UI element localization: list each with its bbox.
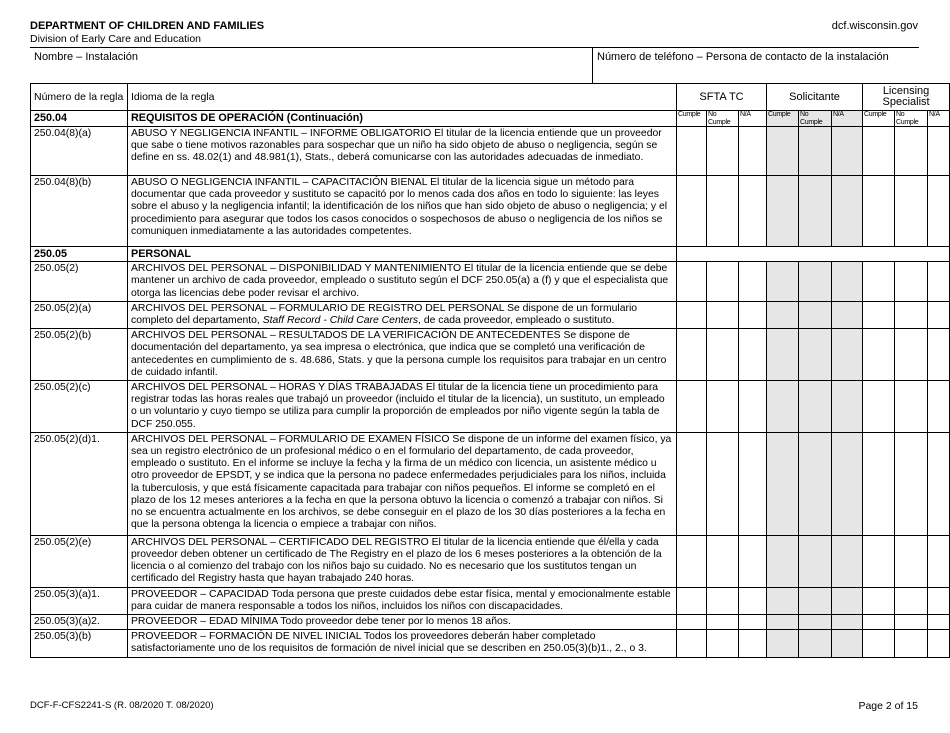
rule-row <box>31 535 950 587</box>
specialist-meets-checkbox[interactable] <box>863 535 895 587</box>
applicant-na-checkbox[interactable] <box>832 587 863 614</box>
sfta-na-checkbox[interactable] <box>739 630 767 658</box>
specialist-not-meets-checkbox[interactable] <box>895 630 928 658</box>
specialist-meets-checkbox[interactable] <box>863 176 895 247</box>
applicant-na-checkbox[interactable] <box>832 127 863 176</box>
applicant-na-checkbox[interactable] <box>832 329 863 381</box>
specialist-na-checkbox[interactable] <box>928 381 950 433</box>
applicant-header: Solicitante <box>767 84 863 111</box>
specialist-na-checkbox[interactable] <box>928 127 950 176</box>
rule-text: PROVEEDOR – FORMACIÓN DE NIVEL INICIAL Todos los proveedores deberán haber completado satisfactoriamente uno de los requisitos de formación de nivel inicial que se describen en 250.05(3)(b)1., 2., o 3. <box>128 630 677 658</box>
specialist-not-meets-checkbox[interactable] <box>895 329 928 381</box>
applicant-not-meets-checkbox[interactable] <box>799 301 832 328</box>
department-name: DEPARTMENT OF CHILDREN AND FAMILIES <box>30 20 265 32</box>
sfta-not-meets-checkbox[interactable] <box>707 262 739 302</box>
sfta-not-meets-checkbox[interactable] <box>707 176 739 247</box>
rule-row <box>31 262 950 302</box>
applicant-not-meets-checkbox[interactable] <box>799 381 832 433</box>
applicant-meets-checkbox[interactable] <box>767 615 799 630</box>
rule-text: ABUSO O NEGLIGENCIA INFANTIL – CAPACITACIÓN BIENAL El titular de la licencia sigue un método para documentar que cada proveedor y sustituto se capacitó por lo menos cada dos años en todo lo siguiente: las leyes sobre el abuso y la negligencia infantil; la identificación de los niños que han sido objeto de abuso o negligencia; y el procedimiento para asegurar que todos los casos conocidos o sospechosos de abuso o negligencia de los niños se comuniquen inmediatamente a las autoridades competentes. <box>128 176 677 247</box>
specialist-na-checkbox[interactable] <box>928 262 950 302</box>
rule-number-header: Número de la regla <box>31 84 128 111</box>
rule-number: 250.04(8)(a) <box>31 127 128 176</box>
applicant-meets-checkbox[interactable] <box>767 127 799 176</box>
sfta-meets-checkbox[interactable] <box>677 262 707 302</box>
specialist-na-label: N/A <box>928 111 950 127</box>
applicant-not-meets-checkbox[interactable] <box>799 615 832 630</box>
applicant-meets-checkbox[interactable] <box>767 262 799 302</box>
specialist-not-meets-checkbox[interactable] <box>895 127 928 176</box>
specialist-na-checkbox[interactable] <box>928 432 950 535</box>
specialist-not-meets-label: No Cumple <box>895 111 928 127</box>
rule-text: ARCHIVOS DEL PERSONAL – HORAS Y DÍAS TRABAJADAS El titular de la licencia tiene un procedimiento para registrar todas las horas reales que trabajó un proveedor (incluido el titular de la licencia), un sustituto, un empleado o un voluntario y cuyo tiempo se utiliza para cumplir la proporción de empleados por niño vigente según la tabla de DCF 250.055. <box>128 381 677 433</box>
specialist-meets-checkbox[interactable] <box>863 587 895 614</box>
applicant-meets-checkbox[interactable] <box>767 587 799 614</box>
specialist-not-meets-checkbox[interactable] <box>895 587 928 614</box>
specialist-not-meets-checkbox[interactable] <box>895 535 928 587</box>
rule-text-part: ARCHIVOS DEL PERSONAL – FORMULARIO DE REGISTRO DEL PERSONAL Se dispone de un formulario completo del departamento, <box>131 302 638 327</box>
division-name: Division of Early Care and Education <box>30 33 202 45</box>
phone-contact-field[interactable] <box>592 48 919 83</box>
rule-row <box>31 301 950 328</box>
sfta-meets-checkbox[interactable] <box>677 630 707 658</box>
section-header-row <box>31 247 950 262</box>
sfta-not-meets-checkbox[interactable] <box>707 630 739 658</box>
specialist-not-meets-checkbox[interactable] <box>895 176 928 247</box>
section-spacer <box>677 247 950 262</box>
sfta-meets-checkbox[interactable] <box>677 176 707 247</box>
sfta-not-meets-checkbox[interactable] <box>707 301 739 328</box>
specialist-meets-checkbox[interactable] <box>863 127 895 176</box>
specialist-meets-label: Cumple <box>863 111 895 127</box>
sfta-meets-checkbox[interactable] <box>677 127 707 176</box>
sfta-na-checkbox[interactable] <box>739 432 767 535</box>
sfta-meets-checkbox[interactable] <box>677 535 707 587</box>
form-number: DCF-F-CFS2241-S (R. 08/2020 T. 08/2020) <box>30 700 214 711</box>
rule-row <box>31 329 950 381</box>
sfta-na-checkbox[interactable] <box>739 535 767 587</box>
applicant-not-meets-checkbox[interactable] <box>799 630 832 658</box>
rule-text-part: , de cada proveedor, empleado o sustituto. <box>418 315 615 327</box>
rule-language-header: Idioma de la regla <box>128 84 677 111</box>
sfta-na-checkbox[interactable] <box>739 127 767 176</box>
sfta-na-checkbox[interactable] <box>739 615 767 630</box>
rule-number: 250.05(3)(b) <box>31 630 128 658</box>
facility-info-fields <box>30 47 919 84</box>
specialist-not-meets-checkbox[interactable] <box>895 262 928 302</box>
specialist-not-meets-checkbox[interactable] <box>895 301 928 328</box>
applicant-meets-checkbox[interactable] <box>767 329 799 381</box>
specialist-meets-checkbox[interactable] <box>863 301 895 328</box>
sfta-na-checkbox[interactable] <box>739 301 767 328</box>
rule-number: 250.05(2)(c) <box>31 381 128 433</box>
section-header-row <box>31 111 950 127</box>
form-title: Staff Record - Child Care Centers <box>262 315 419 327</box>
section-number: 250.04 <box>31 111 128 127</box>
phone-contact-label: Número de teléfono – Persona de contacto de la instalación <box>597 51 889 63</box>
rule-text: PROVEEDOR – CAPACIDAD Toda persona que preste cuidados debe estar física, mental y emocionalmente estable para cuidar de manera responsable a todos los niños, incluidos los niños con discapacidades. <box>128 587 677 614</box>
rule-number: 250.05(2) <box>31 262 128 302</box>
section-number: 250.05 <box>31 247 128 262</box>
rule-number: 250.05(3)(a)2. <box>31 615 128 630</box>
applicant-meets-checkbox[interactable] <box>767 432 799 535</box>
rule-text: ARCHIVOS DEL PERSONAL – DISPONIBILIDAD Y MANTENIMIENTO El titular de la licencia entiende que se debe mantener un archivo de cada proveedor, empleado o sustituto según el DCF 250.05(a) a (f) y que el especialista que otorga las licencias debe poder revisar el archivo. <box>128 262 677 302</box>
applicant-not-meets-checkbox[interactable] <box>799 176 832 247</box>
rule-number: 250.05(2)(a) <box>31 301 128 328</box>
website-label: dcf.wisconsin.gov <box>831 20 918 32</box>
specialist-na-checkbox[interactable] <box>928 587 950 614</box>
section-title: REQUISITOS DE OPERACIÓN (Continuación) <box>128 111 677 127</box>
specialist-meets-checkbox[interactable] <box>863 630 895 658</box>
applicant-meets-checkbox[interactable] <box>767 301 799 328</box>
specialist-na-checkbox[interactable] <box>928 630 950 658</box>
applicant-not-meets-checkbox[interactable] <box>799 127 832 176</box>
sfta-meets-checkbox[interactable] <box>677 432 707 535</box>
table-header-row <box>31 84 950 111</box>
applicant-not-meets-checkbox[interactable] <box>799 535 832 587</box>
sfta-not-meets-checkbox[interactable] <box>707 587 739 614</box>
sfta-not-meets-checkbox[interactable] <box>707 329 739 381</box>
page-number: Page 2 of 15 <box>858 700 918 712</box>
specialist-not-meets-checkbox[interactable] <box>895 381 928 433</box>
specialist-meets-checkbox[interactable] <box>863 329 895 381</box>
rule-number: 250.05(2)(e) <box>31 535 128 587</box>
applicant-na-checkbox[interactable] <box>832 262 863 302</box>
rule-number: 250.05(2)(d)1. <box>31 432 128 535</box>
applicant-na-checkbox[interactable] <box>832 535 863 587</box>
rule-row <box>31 127 950 176</box>
applicant-not-meets-checkbox[interactable] <box>799 329 832 381</box>
sfta-not-meets-checkbox[interactable] <box>707 127 739 176</box>
specialist-meets-checkbox[interactable] <box>863 432 895 535</box>
sfta-na-checkbox[interactable] <box>739 262 767 302</box>
rule-text: ABUSO Y NEGLIGENCIA INFANTIL – INFORME OBLIGATORIO El titular de la licencia entiende que un proveedor que sabe o tiene motivos razonables para sospechar que un niño ha sido objeto de abuso o negligencia, según se define en ss. 48.02(1) and 48.981(1), Stats., deberá comunicarse con las autoridades adecuadas de inmediato. <box>128 127 677 176</box>
rule-text: ARCHIVOS DEL PERSONAL – FORMULARIO DE EXAMEN FÍSICO Se dispone de un informe del examen físico, ya sea un registro electrónico de un profesional médico o en el formulario del departamento, de cada proveedor, empleado o sustituto. En el informe se incluye la fecha y la firma de un médico con licencia, un asistente médico u otro proveedor de EPSDT, y se indica que la persona no padece enfermedades perjudiciales para los niños, incluida la tuberculosis, y que está físicamente capacitada para trabajar con niños pequeños. El informe se completó en el plazo de los 12 meses anteriores a la fecha en que la persona obtuvo la licencia o comenzó a trabajar con niños. Si no se encuentra actualmente en los archivos, se debe conseguir en el plazo de los 30 días posteriores a la fecha en que la persona obtenga la licencia o empiece a trabajar con niños. <box>128 432 677 535</box>
sfta-na-label: N/A <box>739 111 767 127</box>
applicant-meets-checkbox[interactable] <box>767 535 799 587</box>
rule-row <box>31 381 950 433</box>
applicant-na-label: N/A <box>832 111 863 127</box>
sfta-not-meets-checkbox[interactable] <box>707 615 739 630</box>
facility-name-label: Nombre – Instalación <box>34 51 138 63</box>
specialist-meets-checkbox[interactable] <box>863 615 895 630</box>
applicant-na-checkbox[interactable] <box>832 301 863 328</box>
sfta-meets-checkbox[interactable] <box>677 615 707 630</box>
sfta-na-checkbox[interactable] <box>739 587 767 614</box>
rule-number: 250.05(2)(b) <box>31 329 128 381</box>
sfta-na-checkbox[interactable] <box>739 381 767 433</box>
sfta-meets-checkbox[interactable] <box>677 329 707 381</box>
sfta-na-checkbox[interactable] <box>739 176 767 247</box>
specialist-na-checkbox[interactable] <box>928 301 950 328</box>
applicant-not-meets-checkbox[interactable] <box>799 587 832 614</box>
section-title: PERSONAL <box>128 247 677 262</box>
specialist-na-checkbox[interactable] <box>928 535 950 587</box>
specialist-not-meets-checkbox[interactable] <box>895 615 928 630</box>
specialist-meets-checkbox[interactable] <box>863 381 895 433</box>
rule-row <box>31 587 950 614</box>
applicant-na-checkbox[interactable] <box>832 615 863 630</box>
sfta-not-meets-label: No Cumple <box>707 111 739 127</box>
sfta-meets-checkbox[interactable] <box>677 381 707 433</box>
rule-number: 250.05(3)(a)1. <box>31 587 128 614</box>
rule-row <box>31 176 950 247</box>
rule-text: ARCHIVOS DEL PERSONAL – RESULTADOS DE LA VERIFICACIÓN DE ANTECEDENTES Se dispone de documentación del departamento, ya sea impresa o electrónica, que indica que se completó una verificación de antecedentes en cumplimiento de s. 48.686, Stats. y que la persona cumple los requisitos para trabajar en un centro de cuidado infantil. <box>128 329 677 381</box>
rule-row <box>31 615 950 630</box>
rule-text: ARCHIVOS DEL PERSONAL – CERTIFICADO DEL REGISTRO El titular de la licencia entiende que él/ella y cada proveedor deben obtener un certificado de The Registry en el plazo de los 6 meses posteriores a la obtención de la licencia o al comienzo del trabajo con los niños bajo su cuidado. No es necesario que los sustitutos tengan un certificado del Registry hasta que hayan trabajado 240 horas. <box>128 535 677 587</box>
sfta-not-meets-checkbox[interactable] <box>707 381 739 433</box>
sfta-meets-checkbox[interactable] <box>677 587 707 614</box>
specialist-na-checkbox[interactable] <box>928 176 950 247</box>
specialist-not-meets-checkbox[interactable] <box>895 432 928 535</box>
facility-name-field[interactable] <box>30 48 592 83</box>
sfta-meets-label: Cumple <box>677 111 707 127</box>
sfta-na-checkbox[interactable] <box>739 329 767 381</box>
specialist-meets-checkbox[interactable] <box>863 262 895 302</box>
sfta-not-meets-checkbox[interactable] <box>707 432 739 535</box>
applicant-not-meets-checkbox[interactable] <box>799 262 832 302</box>
applicant-not-meets-label: No Cumple <box>799 111 832 127</box>
rule-text: PROVEEDOR – EDAD MÍNIMA Todo proveedor debe tener por lo menos 18 años. <box>128 615 677 630</box>
rule-row <box>31 432 950 535</box>
sfta-meets-checkbox[interactable] <box>677 301 707 328</box>
department-header <box>30 20 264 45</box>
applicant-na-checkbox[interactable] <box>832 432 863 535</box>
applicant-meets-checkbox[interactable] <box>767 630 799 658</box>
sfta-not-meets-checkbox[interactable] <box>707 535 739 587</box>
rule-text <box>128 301 677 328</box>
rules-checklist-table <box>30 83 950 658</box>
applicant-not-meets-checkbox[interactable] <box>799 432 832 535</box>
specialist-na-checkbox[interactable] <box>928 615 950 630</box>
sfta-tc-header: SFTA TC <box>677 84 767 111</box>
applicant-meets-label: Cumple <box>767 111 799 127</box>
applicant-na-checkbox[interactable] <box>832 381 863 433</box>
applicant-meets-checkbox[interactable] <box>767 381 799 433</box>
licensing-specialist-header: Licensing Specialist <box>863 84 950 111</box>
rule-number: 250.04(8)(b) <box>31 176 128 247</box>
applicant-na-checkbox[interactable] <box>832 176 863 247</box>
applicant-na-checkbox[interactable] <box>832 630 863 658</box>
specialist-na-checkbox[interactable] <box>928 329 950 381</box>
applicant-meets-checkbox[interactable] <box>767 176 799 247</box>
rule-row <box>31 630 950 658</box>
